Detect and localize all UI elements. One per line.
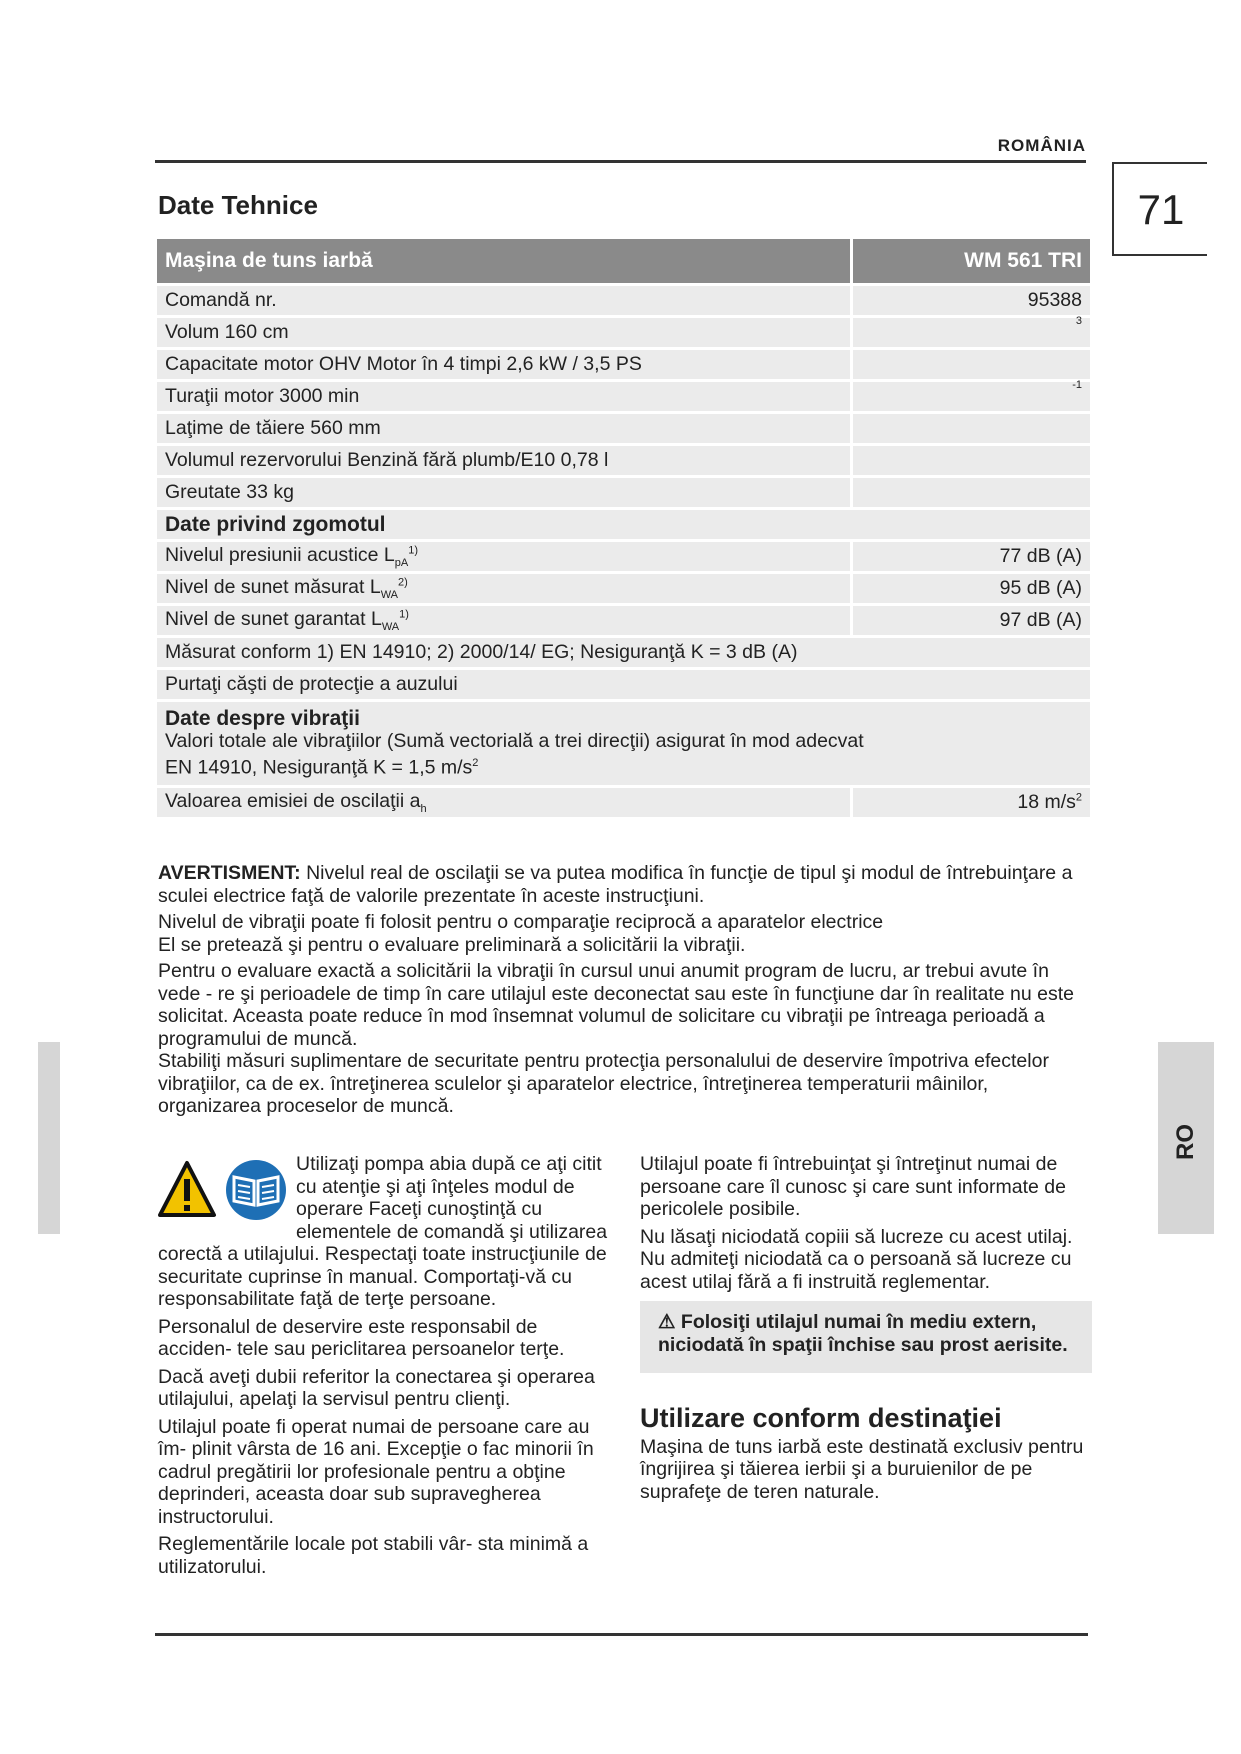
page-title: Date Tehnice	[158, 190, 318, 220]
country-label: ROMÂNIA	[997, 136, 1086, 155]
noise-subscript: WA	[380, 588, 399, 601]
right-paragraph-1: Utilajul poate fi întrebuinţat şi întreţinut numai de persoane care îl cunosc şi care sunt informate de pericolele posibile.	[640, 1153, 1066, 1220]
table-row	[157, 606, 1090, 638]
noise-label: Nivelul presiunii acustice L	[165, 544, 395, 567]
warning-text-1: Nivelul real de oscilaţii se va putea modifica în funcţie de tipul şi modul de întrebuinţare a sculei electrice faţă de valorile prezentate în aceste instrucţiuni.	[158, 862, 1073, 907]
vibration-line-1: Valori totale ale vibraţiilor (Sumă vectorială a trei direcţii) asigurat în mod adecvat	[165, 730, 864, 752]
row-label: Capacitate motor OHV Motor în 4 timpi 2,6 kW / 3,5 PS	[157, 350, 850, 382]
vibration-line-2	[165, 752, 1082, 779]
vibration-line-2-sup: 2	[472, 757, 479, 769]
language-code: RO	[1172, 1124, 1199, 1160]
warning-block	[158, 862, 1088, 1122]
vibration-section	[157, 702, 1090, 788]
warning-paragraph-2: Nivelul de vibraţii poate fi folosit pentru o comparaţie reciprocă a aparatelor electrice	[158, 911, 884, 933]
table-row	[157, 670, 1090, 702]
vibration-line-2-text: EN 14910, Nesiguranţă K = 1,5 m/s	[165, 756, 473, 779]
measured-note: Măsurat conform 1) EN 14910; 2) 2000/14/ EG; Nesiguranţă K = 3 dB (A)	[157, 638, 1090, 670]
table-row	[157, 574, 1090, 606]
emission-label: Valoarea emisiei de oscilaţii a	[165, 789, 421, 812]
warning-paragraph-5: Stabiliţi măsuri suplimentare de securitate pentru protecţia personalului de deservire împotriva efectelor vibraţiilor, ca de ex. întreţinerea sculelor şi aparatelor electrice, întreţinerea temperaturii mâinilor, organizarea proceselor de muncă.	[158, 1050, 1049, 1117]
table-row	[157, 638, 1090, 670]
warning-label: AVERTISMENT:	[158, 862, 301, 884]
vibration-section-row	[157, 702, 1090, 788]
noise-ref: 1)	[408, 544, 419, 557]
row-value	[850, 478, 1090, 510]
noise-label: Nivel de sunet măsurat L	[165, 576, 381, 599]
table-header-row	[157, 239, 1090, 286]
row-value: 95388	[850, 286, 1090, 318]
row-value	[850, 315, 1090, 350]
page-number: 71	[1137, 186, 1185, 233]
noise-section-title: Date privind zgomotul	[157, 510, 1090, 542]
row-value: 77 dB (A)	[850, 542, 1090, 574]
emission-value: 18 m/s	[1017, 790, 1076, 813]
row-value	[850, 788, 1090, 820]
table-header-name: Maşina de tuns iarbă	[157, 239, 850, 286]
warning-triangle-icon	[158, 1157, 296, 1225]
usage-section-title: Utilizare conform destinaţiei	[640, 1403, 1002, 1433]
notice-text: Folosiţi utilajul numai în mediu extern, niciodată în spaţii închise sau prost aerisite.	[658, 1311, 1068, 1356]
row-value: 95 dB (A)	[850, 574, 1090, 606]
row-label: Comandă nr.	[157, 286, 850, 318]
warning-small-icon: ⚠	[658, 1311, 676, 1333]
table-row	[157, 382, 1090, 414]
table-row	[157, 286, 1090, 318]
row-superscript: -1	[1072, 379, 1082, 391]
noise-label: Nivel de sunet garantat L	[165, 608, 382, 631]
noise-ref: 1)	[399, 608, 409, 621]
row-label	[157, 606, 850, 638]
row-label	[157, 574, 850, 606]
table-row	[157, 446, 1090, 478]
left-side-tab	[38, 1042, 60, 1234]
table-row	[157, 318, 1090, 350]
noise-section-row	[157, 510, 1090, 542]
row-label: Turaţii motor 3000 min	[157, 382, 850, 414]
vibration-section-title: Date despre vibraţii	[165, 707, 360, 730]
row-value	[850, 379, 1090, 414]
header-rule	[155, 160, 1086, 163]
usage-text: Maşina de tuns iarbă este destinată exclusiv pentru îngrijirea şi tăierea ierbii şi a buruienilor de pe suprafeţe de teren naturale.	[640, 1435, 1084, 1503]
warning-paragraph-1	[158, 862, 1088, 907]
table-header-model: WM 561 TRI	[850, 239, 1090, 286]
row-label	[157, 788, 850, 820]
outdoor-use-notice	[640, 1301, 1092, 1373]
table-row	[157, 350, 1090, 382]
left-column	[158, 1153, 613, 1583]
table-row	[157, 478, 1090, 510]
row-label: Laţime de tăiere 560 mm	[157, 414, 850, 446]
row-value	[850, 350, 1090, 382]
warning-paragraph-3: El se pretează şi pentru o evaluare preliminară a solicitării la vibraţii.	[158, 933, 746, 956]
noise-subscript: WA	[381, 620, 400, 633]
right-paragraph-2: Nu lăsaţi niciodată copiii să lucreze cu acest utilaj. Nu admiteţi niciodată ca o persoană să lucreze cu acest utilaj fără a fi instruită reglementar.	[640, 1225, 1073, 1293]
emission-value-sup: 2	[1075, 791, 1082, 803]
ear-protection-note: Purtaţi căşti de protecţie a auzului	[157, 670, 1090, 702]
footer-rule	[155, 1633, 1088, 1636]
row-label: Volum 160 cm	[157, 318, 850, 350]
safety-icons	[158, 1157, 296, 1225]
row-label: Greutate 33 kg	[157, 478, 850, 510]
table-row	[157, 788, 1090, 820]
table-row	[157, 542, 1090, 574]
row-label	[157, 542, 850, 574]
noise-ref: 2)	[398, 576, 408, 589]
tech-data-table	[157, 239, 1090, 820]
noise-subscript: pA	[394, 556, 409, 569]
right-column	[640, 1153, 1092, 1508]
row-label: Volumul rezervorului Benzină fără plumb/E10 0,78 l	[157, 446, 850, 478]
row-value: 97 dB (A)	[850, 606, 1090, 638]
warning-paragraph-4: Pentru o evaluare exactă a solicitării la vibraţii în cursul unui anumit program de lucru, ar trebui avute în vede - re şi perioadele de timp în care utilajul este deconectat sau este în funcţiune dar în realitate nu este solicitat. Aceasta poate reduce în mod însemnat volumul de solicitare cu vibraţii pe întreaga perioadă a programului de muncă.	[158, 960, 1074, 1050]
left-paragraph-3: Dacă aveţi dubii referitor la conectarea şi operarea utilajului, apelaţi la servisul pentru clienţi.	[158, 1365, 595, 1410]
table-row	[157, 414, 1090, 446]
left-paragraph-1: Utilizaţi pompa abia după ce aţi citit cu atenţie şi aţi înţeles modul de operare Faceţi cunoştinţă cu elementele de comandă şi utilizarea corectă a utilajului. Respectaţi toate instrucţiunile de securitate cuprinse în manual. Comportaţi-vă cu responsabilitate faţă de terţe persoane.	[158, 1153, 608, 1310]
row-superscript: 3	[1075, 315, 1082, 327]
left-paragraph-2: Personalul de deservire este responsabil de acciden- tele sau periclitarea persoanelor terţe.	[158, 1315, 565, 1360]
left-paragraph-5: Reglementările locale pot stabili vâr- sta minimă a utilizatorului.	[158, 1533, 589, 1578]
emission-subscript: h	[420, 802, 427, 815]
left-paragraph-4: Utilajul poate fi operat numai de persoane care au îm- plinit vârsta de 16 ani. Excepţie o fac minorii în cadrul pregătirii lor profesionale pentru a obţine deprinderi, aceasta doar sub supravegherea instructorului.	[158, 1415, 594, 1528]
row-value	[850, 414, 1090, 446]
row-value	[850, 446, 1090, 478]
